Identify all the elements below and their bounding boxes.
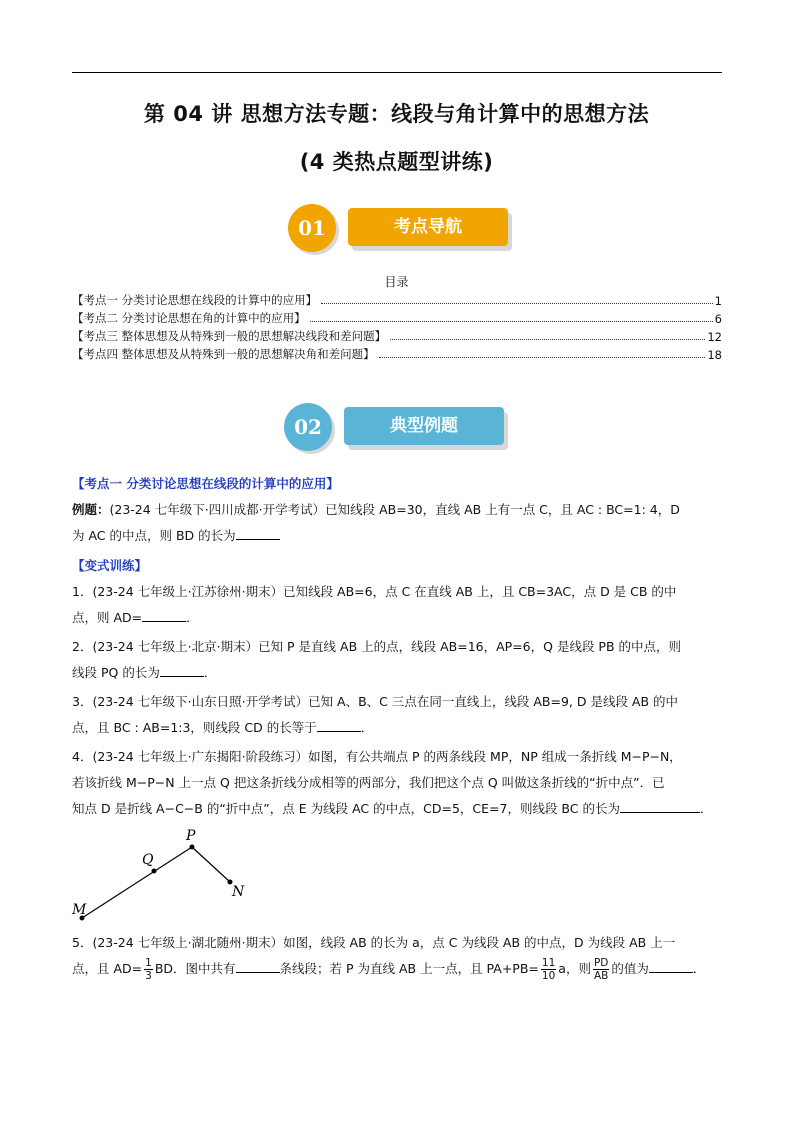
toc-item-label: 【考点一 分类讨论思想在线段的计算中的应用】 [72, 293, 318, 307]
variant-heading: 【变式训练】 [72, 558, 148, 573]
question-3 [72, 689, 722, 741]
badge-dianxing-liti [284, 407, 509, 447]
question-text: 点，且 AD= [72, 961, 143, 976]
segment-mp [82, 847, 192, 918]
label-n: N [232, 884, 245, 900]
header-rule [72, 72, 722, 73]
answer-blank[interactable] [620, 798, 700, 813]
page-title: 第 04 讲 思想方法专题：线段与角计算中的思想方法 [143, 102, 650, 126]
punctuation: ． [203, 665, 217, 680]
question-text: 3．(23-24 七年级下·山东日照·开学考试）已知 A、B、C 三点在同一直线上，线段 AB=9, D 是线段 AB 的中 [72, 694, 679, 709]
badge-number-02: 02 [284, 403, 332, 451]
toc-item-label: 【考点二 分类讨论思想在角的计算中的应用】 [72, 311, 306, 325]
toc-item-page: 12 [707, 330, 722, 344]
answer-blank[interactable] [236, 958, 280, 973]
answer-blank[interactable] [649, 958, 693, 973]
fraction-one-third [144, 957, 153, 982]
question-4 [72, 744, 722, 822]
answer-blank[interactable] [160, 662, 204, 677]
label-q: Q [142, 852, 154, 868]
question-text: 5．(23-24 七年级上·湖北随州·期末）如图，线段 AB 的长为 a，点 C 为线段 AB 的中点，D 为线段 AB 上一 [72, 935, 676, 950]
punctuation: ． [700, 801, 713, 816]
toc-item-page: 1 [714, 294, 722, 308]
question-text: 1．(23-24 七年级上·江苏徐州·期末）已知线段 AB=6，点 C 在直线 AB 上，且 CB=3AC，点 D 是 CB 的中 [72, 584, 677, 599]
point-p [190, 845, 195, 850]
question-text: 点，且 BC : AB=1:3，则线段 CD 的长等于 [72, 720, 317, 735]
toc-item-page: 6 [714, 312, 722, 326]
table-of-contents [72, 290, 722, 362]
fraction-numerator: PD [593, 957, 609, 969]
toc-item-page: 18 [707, 348, 722, 362]
toc-item-label: 【考点四 整体思想及从特殊到一般的思想解决角和差问题】 [72, 347, 375, 361]
question-text: 线段 PQ 的长为 [72, 665, 160, 680]
label-m: M [72, 902, 87, 918]
toc-leader [379, 357, 706, 358]
badge-kaodian-daohang [288, 208, 513, 248]
point-q [152, 869, 157, 874]
segment-pn [192, 847, 230, 882]
question-text: 若该折线 M−P−N 上一点 Q 把这条折线分成相等的两部分，我们把这个点 Q 叫做这条折线的“折中点”．已 [72, 775, 665, 790]
toc-item[interactable] [72, 308, 722, 326]
example-paragraph [72, 497, 722, 549]
fraction-eleven-tenths [541, 957, 556, 982]
answer-blank[interactable] [317, 717, 361, 732]
question-5 [72, 930, 722, 982]
fraction-numerator: 1 [145, 957, 152, 969]
question-text: 的值为 [611, 961, 649, 976]
question-text: 4．(23-24 七年级上·广东揭阳·阶段练习）如图，有公共端点 P 的两条线段 MP，NP 组成一条折线 M−P−N， [72, 749, 682, 764]
example-text: (23-24 七年级下·四川成都·开学考试）已知线段 AB=30，直线 AB 上有一点 C，且 AC : BC=1: 4，D [109, 502, 680, 517]
badge-label-02: 典型例题 [344, 407, 504, 445]
polyline-figure [70, 826, 260, 922]
toc-leader [310, 321, 713, 322]
question-text: 点，则 AD= [72, 610, 143, 625]
punctuation: ． [360, 720, 374, 735]
question-text: BD．图中共有 [154, 961, 236, 976]
punctuation: ． [692, 961, 706, 976]
answer-blank[interactable] [236, 525, 280, 540]
toc-item-label: 【考点三 整体思想及从特殊到一般的思想解决线段和差问题】 [72, 329, 387, 343]
punctuation: ． [186, 610, 199, 625]
toc-item[interactable] [72, 344, 722, 362]
toc-leader [321, 303, 713, 304]
question-2 [72, 634, 722, 686]
toc-item[interactable] [72, 290, 722, 308]
answer-blank[interactable] [142, 607, 186, 622]
fraction-denominator: 3 [145, 970, 152, 982]
badge-number-01: 01 [288, 204, 336, 252]
label-p: P [186, 828, 196, 844]
badge-label-01: 考点导航 [348, 208, 508, 246]
question-text: a，则 [558, 961, 591, 976]
fraction-denominator: 10 [541, 970, 556, 982]
fraction-denominator: AB [593, 970, 609, 982]
fraction-numerator: 11 [541, 957, 556, 969]
fraction-pd-ab [593, 957, 609, 982]
toc-item[interactable] [72, 326, 722, 344]
question-text: 2．(23-24 七年级上·北京·期末）已知 P 是直线 AB 上的点，线段 AB=16，AP=6，Q 是线段 PB 的中点，则 [72, 639, 681, 654]
example-label: 例题： [72, 502, 110, 517]
toc-title: 目录 [384, 275, 409, 289]
toc-leader [390, 339, 705, 340]
question-1 [72, 579, 722, 631]
question-text: 知点 D 是折线 A−C−B 的“折中点”，点 E 为线段 AC 的中点，CD=5，CE=7，则线段 BC 的长为 [72, 801, 620, 816]
page-subtitle: (4 类热点题型讲练) [299, 150, 494, 174]
example-text: 为 AC 的中点，则 BD 的长为 [72, 528, 236, 543]
question-text: 条线段；若 P 为直线 AB 上一点，且 PA+PB= [279, 961, 539, 976]
section-heading: 【考点一 分类讨论思想在线段的计算中的应用】 [72, 476, 339, 491]
